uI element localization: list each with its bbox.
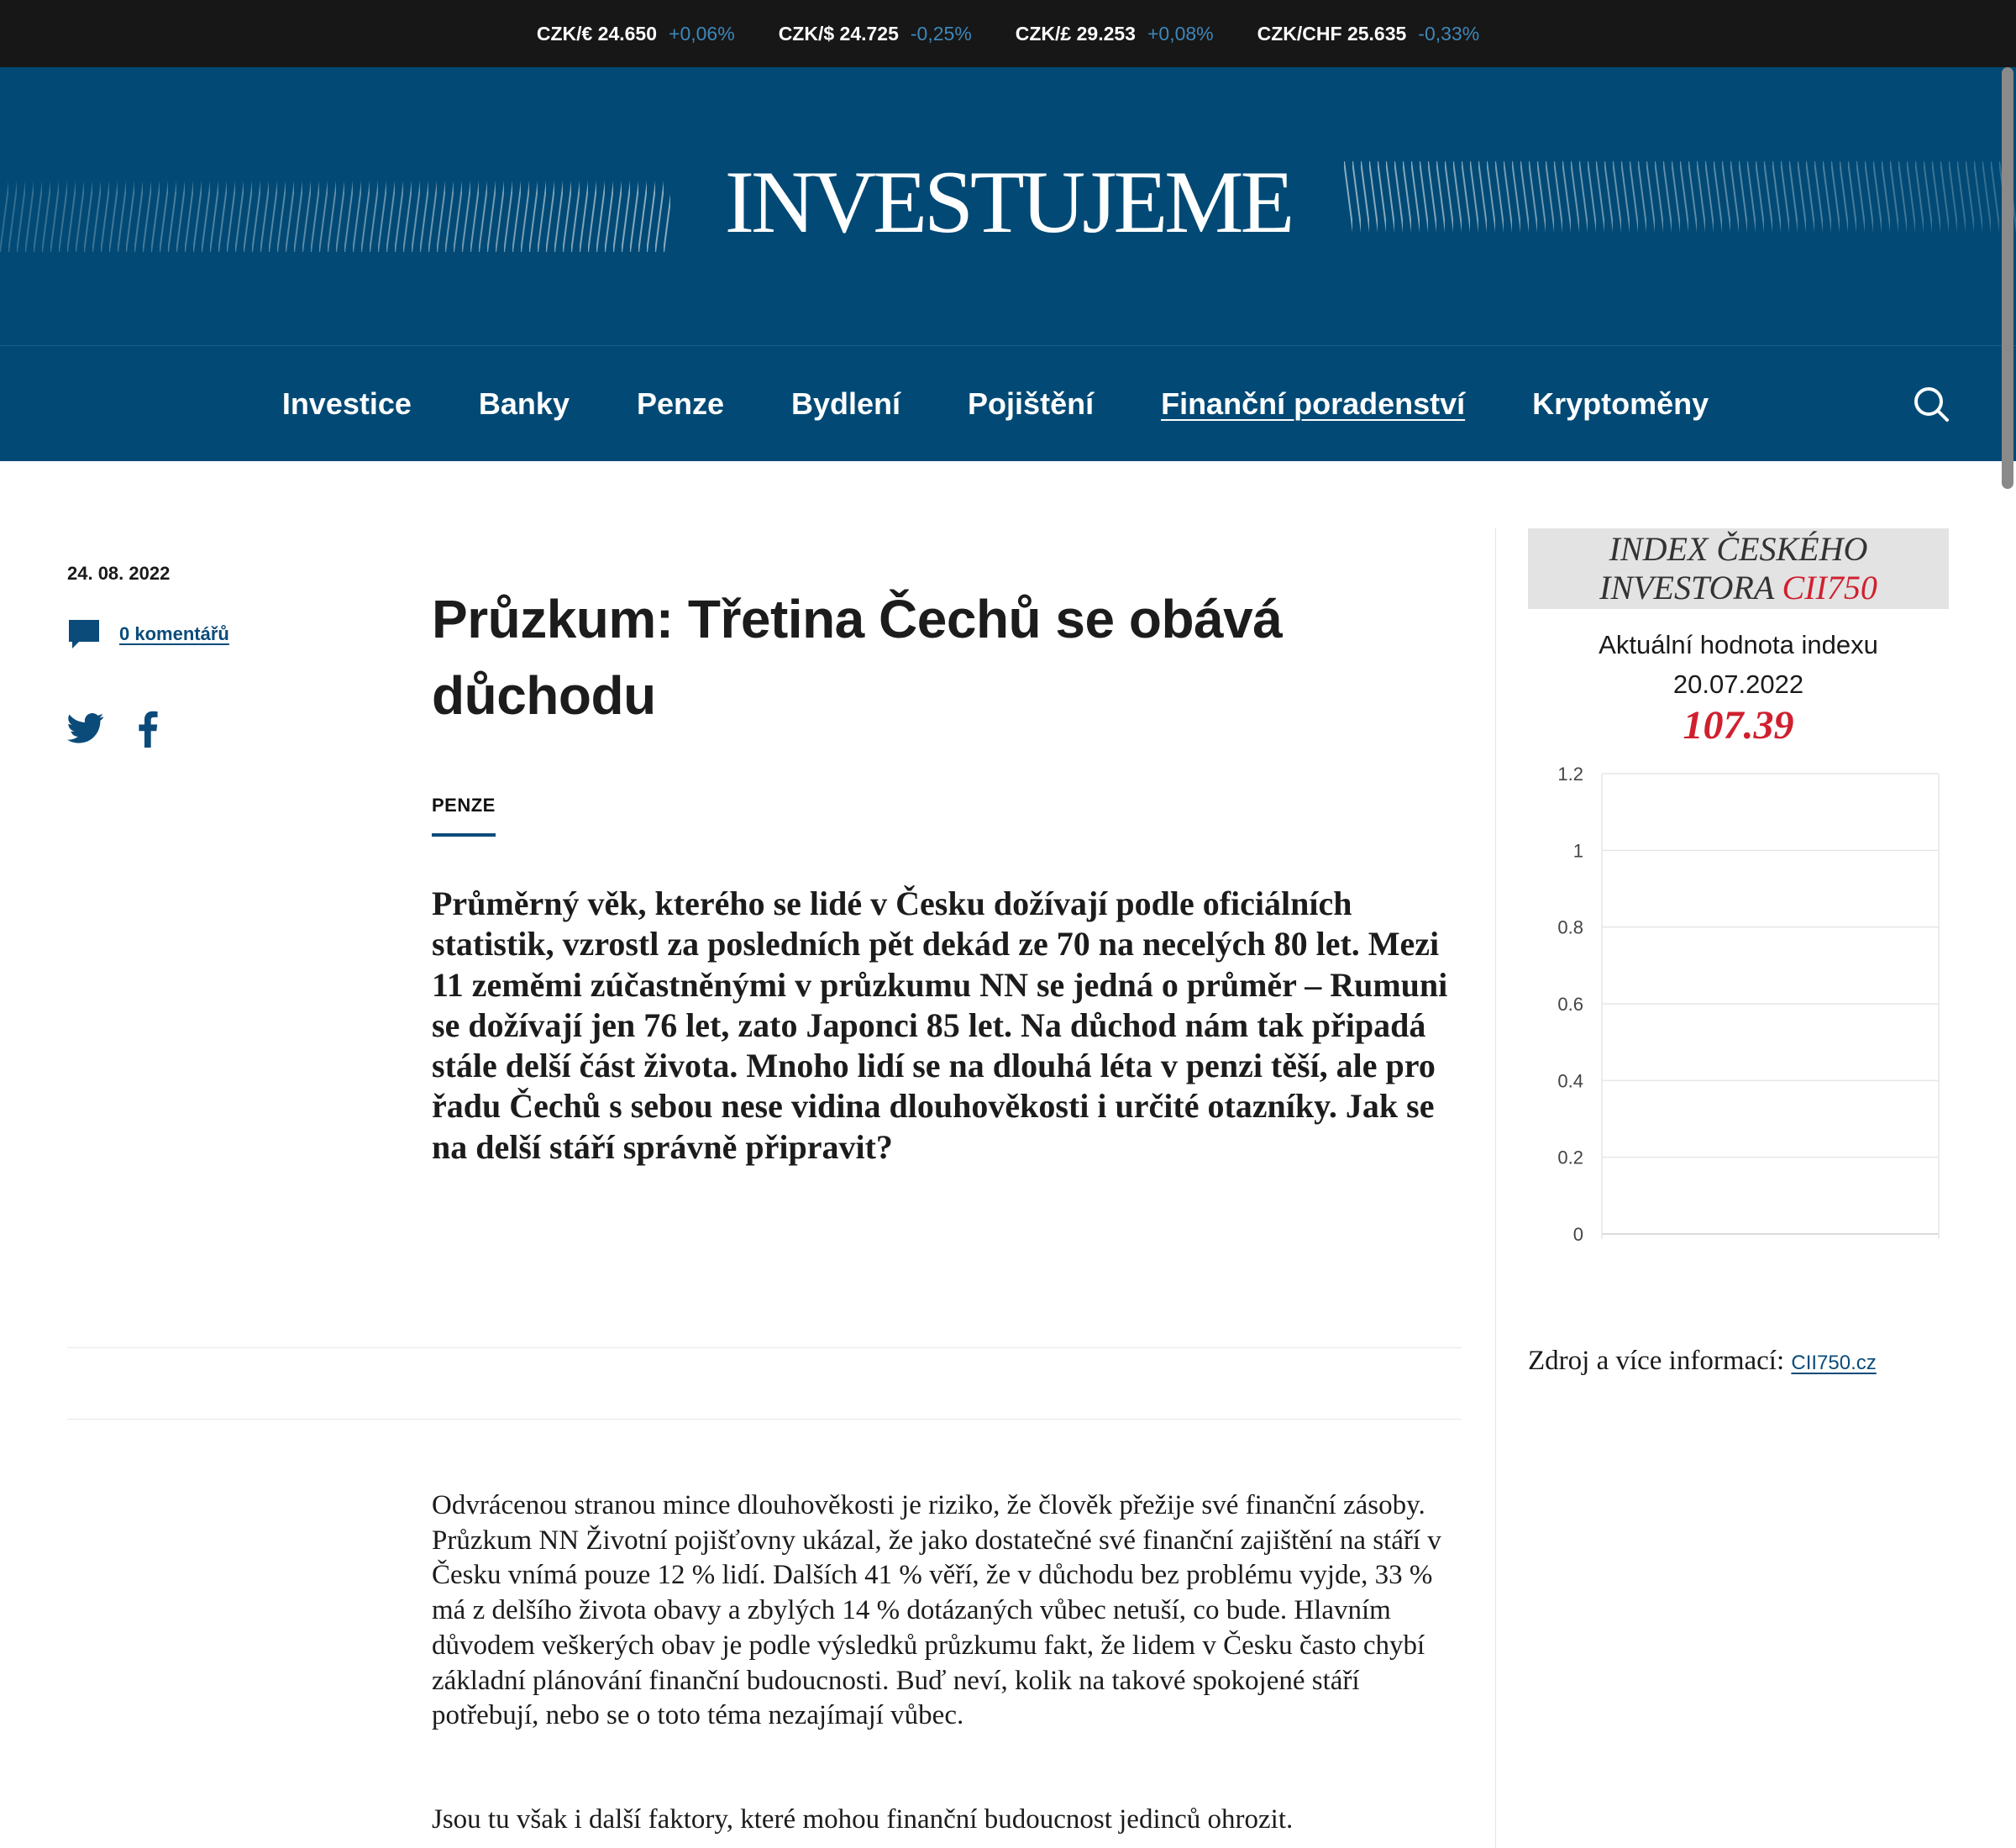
ticker-item-eur [537,23,735,45]
ticker-rate: CZK/£ 29.253 [1015,22,1136,45]
widget-title-line1: INDEX ČESKÉHO [1609,530,1868,568]
comment-icon [67,618,101,650]
article-paragraph: Odvrácenou stranou mince dlouhověkosti je riziko, že člověk přežije své finanční zásoby. Průzkum NN Životní pojišťovny ukázal, že jako dostatečné své finanční zajištění na stáří v Česku vnímá pouze 12 % lidí. Dalších 41 % věří, že v důchodu bez problému vyjde, 33 % má z delšího života obavy a zbylých 14 % dotázaných vůbec netuší, co bude. Hlavním důvodem veškerých obav je podle výsledků průzkumu fakt, že lidem v Česku často chybí základní plánování finanční budoucnosti. Buď neví, kolik na takové spokojené stáří potřebují, nebo se o toto téma nezajímají vůbec. [432,1490,1441,1731]
decorative-stripes-right [1344,161,2016,252]
ticker-rate: CZK/€ 24.650 [536,22,658,45]
chart-y-tick-label: 1.2 [1557,764,1583,785]
ticker-item-chf [1257,23,1480,45]
ticker-rate: CZK/$ 24.725 [778,22,899,45]
scrollbar-thumb[interactable] [2002,67,2013,489]
nav-item-investice[interactable]: Investice [281,386,412,421]
index-value: 107.39 [1683,703,1794,748]
index-widget-title [1528,528,1949,609]
ticker-change: -0,25% [910,22,972,45]
nav-item-banky[interactable]: Banky [478,386,570,421]
source-info [1528,1346,1877,1377]
article-date: 24. 08. 2022 [67,563,171,584]
index-date: 20.07.2022 [1672,669,1804,699]
page-scrollbar[interactable] [2002,67,2013,1848]
ticker-rate: CZK/CHF 25.635 [1257,22,1407,45]
chart-y-tick-label: 0.2 [1557,1147,1583,1168]
masthead [0,67,2016,345]
ticker-change: -0,33% [1418,22,1480,45]
twitter-icon[interactable] [67,712,104,744]
article-lead: Průměrný věk, kterého se lidé v Česku dožívají podle oficiálních statistik, vzrostl za posledních pět dekád ze 70 na necelých 80 let. Mezi 11 zeměmi zúčastněnými v průzkumu NN se jedná o průměr – Rumuni se dožívají jen 76 let, zato Japonci 85 let. Na důchod nám tak připadá stále delší část života. Mnoho lidí se na dlouhá léta v penzi těší, ale pro řadu Čechů s sebou nese vidina dlouhověkosti i určité otazníky. Jak se na delší stáří správně připravit? [432,885,1448,1166]
nav-item-bydleni[interactable]: Bydlení [791,386,901,421]
widget-title-line2 [1528,569,1949,607]
comments-count[interactable]: 0 komentářů [119,623,229,644]
search-icon[interactable] [1912,385,1950,423]
ticker-item-usd [779,23,972,45]
article-title: Průzkum: Třetina Čechů se obává důchodu [432,589,1283,726]
divider [67,1347,1462,1348]
site-header [0,67,2016,461]
nav-item-financni-poradenstvi[interactable]: Finanční poradenství [1161,386,1466,421]
ticker-change: +0,08% [1147,22,1214,45]
nav-item-pojisteni[interactable]: Pojištění [968,386,1095,421]
chart-y-tick-label: 0.4 [1557,1070,1583,1092]
source-label: Zdroj a více informací: [1528,1346,1785,1376]
ticker-item-gbp [1016,23,1214,45]
comments-link[interactable] [67,618,229,650]
chart-y-tick-label: 0 [1572,1224,1583,1245]
nav-item-penze[interactable]: Penze [636,386,725,421]
sidebar-divider [1495,528,1496,1848]
widget-title-text: INVESTORA [1599,569,1774,606]
currency-ticker [0,0,2016,67]
divider [67,1419,1462,1420]
index-chart [1528,756,1949,1245]
nav-list [0,346,2016,461]
ticker-change: +0,06% [669,22,735,45]
index-subtitle: Aktuální hodnota indexu [1599,630,1878,659]
nav-item-kryptomeny[interactable]: Kryptoměny [1532,386,1709,421]
article-paragraph: Jsou tu však i další faktory, které mohou finanční budoucnost jedinců ohrozit. [432,1804,1294,1835]
chart-y-tick-label: 1 [1572,840,1583,862]
widget-title-accent: CII750 [1782,569,1877,606]
main-nav [0,346,2016,461]
site-logo[interactable]: INVESTUJEME [724,153,1292,251]
chart-y-tick-label: 0.8 [1557,916,1583,938]
category-tag[interactable]: PENZE [432,795,496,837]
facebook-icon[interactable] [136,711,160,748]
source-link[interactable]: CII750.cz [1791,1352,1877,1374]
chart-y-tick-label: 0.6 [1557,994,1583,1015]
